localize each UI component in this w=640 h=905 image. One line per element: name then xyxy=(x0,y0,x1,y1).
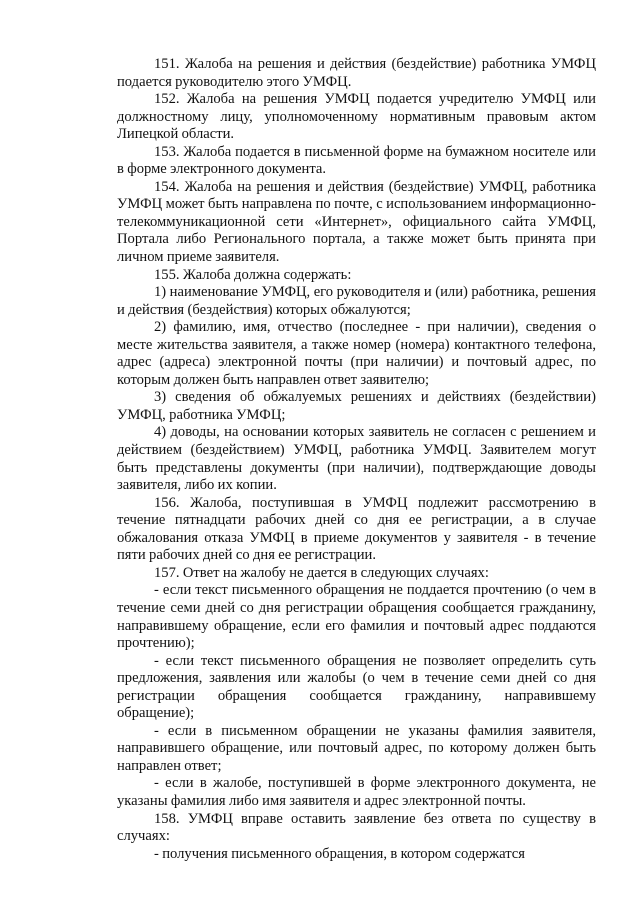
paragraph-156: 156. Жалоба, поступившая в УМФЦ подлежит рассмотрению в течение пятнадцати рабочих дней со дня ее регистрации, а в случае обжалования отказа УМФЦ в приеме документов у заявителя - в течение пяти рабочих дней со дня ее регистрации. xyxy=(117,494,596,564)
paragraph-154: 154. Жалоба на решения и действия (бездействие) УМФЦ, работника УМФЦ может быть направлена по почте, с использованием информационно-телекоммуникационной сети «Интернет», официального сайта УМФЦ, Портала либо Регионального портала, а также может быть принята при личном приеме заявителя. xyxy=(117,178,596,266)
paragraph-151: 151. Жалоба на решения и действия (бездействие) работника УМФЦ подается руководителю этого УМФЦ. xyxy=(117,56,596,90)
paragraph-157-item-4: - если в жалобе, поступившей в форме электронного документа, не указаны фамилия либо имя заявителя и адрес электронной почты. xyxy=(117,775,596,809)
paragraph-157: 157. Ответ на жалобу не дается в следующих случаях: xyxy=(154,564,489,581)
paragraph-155-item-1: 1) наименование УМФЦ, его руководителя и (или) работника, решения и действия (бездействия) которых обжалуются; xyxy=(117,284,596,318)
paragraph-155-item-4: 4) доводы, на основании которых заявитель не согласен с решением и действием (бездействием) УМФЦ, работника УМФЦ. Заявителем могут быть представлены документы (при наличии), подтверждающие доводы заявителя, либо их копии. xyxy=(117,424,596,494)
paragraph-155-item-3: 3) сведения об обжалуемых решениях и действиях (бездействии) УМФЦ, работника УМФЦ; xyxy=(117,389,596,423)
paragraph-157-item-2: - если текст письменного обращения не позволяет определить суть предложения, заявления или жалобы (о чем в течение семи дней со дня регистрации обращения сообщается гражданину, направившему обращение); xyxy=(117,652,596,722)
paragraph-158: 158. УМФЦ вправе оставить заявление без ответа по существу в случаях: xyxy=(117,810,596,845)
paragraph-155: 155. Жалоба должна содержать: xyxy=(154,266,352,283)
paragraph-152: 152. Жалоба на решения УМФЦ подается учредителю УМФЦ или должностному лицу, уполномоченному нормативным правовым актом Липецкой области. xyxy=(117,91,596,143)
paragraph-153: 153. Жалоба подается в письменной форме на бумажном носителе или в форме электронного документа. xyxy=(117,143,596,178)
paragraph-158-item-1: - получения письменного обращения, в котором содержатся xyxy=(154,845,525,862)
paragraph-157-item-1: - если текст письменного обращения не поддается прочтению (о чем в течение семи дней со дня регистрации обращения сообщается гражданину, направившему обращение, если его фамилия и почтовый адрес поддаются прочтению); xyxy=(117,582,596,652)
paragraph-155-item-2: 2) фамилию, имя, отчество (последнее - при наличии), сведения о месте жительства заявителя, а также номер (номера) контактного телефона, адрес (адреса) электронной почты (при наличии) и почтовый адрес, по которым должен быть направлен ответ заявителю; xyxy=(117,319,596,388)
paragraph-157-item-3: - если в письменном обращении не указаны фамилия заявителя, направившего обращение, или почтовый адрес, по которому должен быть направлен ответ; xyxy=(117,722,596,774)
